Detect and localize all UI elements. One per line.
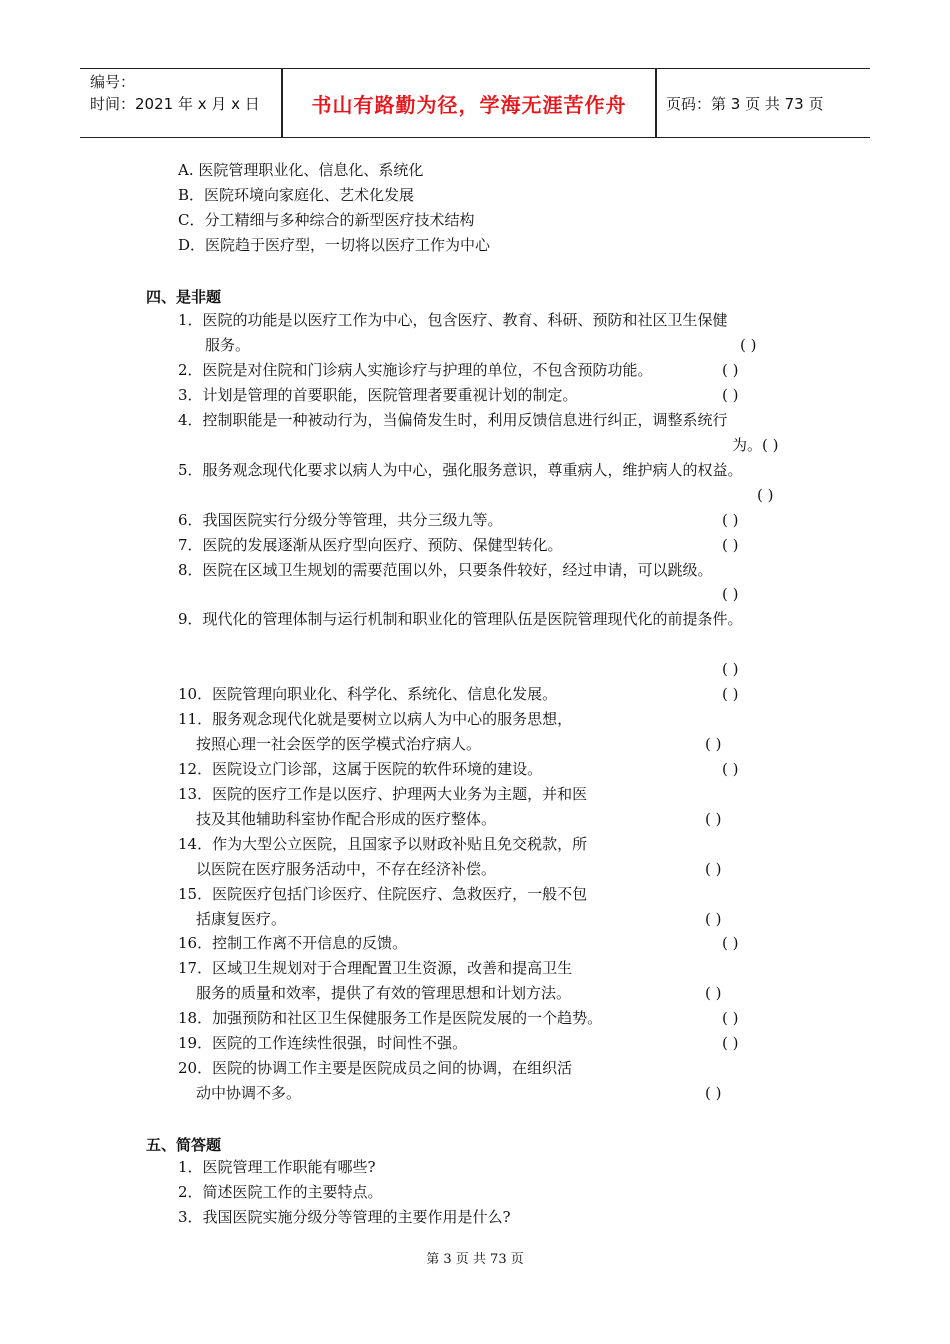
question-15-cont: 括康复医疗。	[196, 910, 287, 928]
answer-blank[interactable]: ( )	[722, 1009, 739, 1027]
answer-blank[interactable]: ( )	[722, 685, 739, 703]
answer-blank[interactable]: ( )	[722, 386, 739, 404]
short-question-1: 1．医院管理工作职能有哪些?	[178, 1158, 376, 1176]
answer-blank[interactable]: ( )	[757, 486, 774, 504]
section-title-true-false: 四、是非题	[146, 288, 222, 306]
header-divider	[655, 69, 657, 137]
header-motto: 书山有路勤为径，学海无涯苦作舟	[311, 92, 627, 117]
answer-blank[interactable]: ( )	[722, 585, 739, 603]
answer-blank[interactable]: ( )	[722, 934, 739, 952]
question-12: 12．医院设立门诊部，这属于医院的软件环境的建设。	[178, 760, 543, 778]
option-b: B．医院环境向家庭化、艺术化发展	[178, 186, 415, 204]
answer-blank[interactable]: ( )	[722, 1034, 739, 1052]
answer-blank[interactable]: ( )	[722, 760, 739, 778]
date-label: 时间：2021 年 x 月 x 日	[90, 95, 260, 113]
answer-blank[interactable]: ( )	[705, 735, 722, 753]
option-d: D．医院趋于医疗型，一切将以医疗工作为中心	[178, 236, 491, 254]
question-11-cont: 按照心理一社会医学的医学模式治疗病人。	[196, 735, 482, 753]
question-1-cont: 服务。	[205, 336, 251, 354]
question-13-cont: 技及其他辅助科室协作配合形成的医疗整体。	[196, 810, 497, 828]
question-20-cont: 动中协调不多。	[196, 1084, 302, 1102]
question-5: 5．服务观念现代化要求以病人为中心，强化服务意识，尊重病人，维护病人的权益。	[178, 461, 743, 479]
question-19: 19．医院的工作连续性很强，时间性不强。	[178, 1034, 468, 1052]
number-label: 编号：	[90, 73, 136, 91]
option-a: A. 医院管理职业化、信息化、系统化	[178, 161, 424, 179]
question-2: 2．医院是对住院和门诊病人实施诊疗与护理的单位，不包含预防功能。	[178, 361, 653, 379]
short-question-2: 2．简述医院工作的主要特点。	[178, 1183, 383, 1201]
question-14-cont: 以医院在医疗服务活动中，不存在经济补偿。	[196, 860, 497, 878]
question-14: 14．作为大型公立医院，且国家予以财政补贴且免交税款，所	[178, 835, 588, 853]
short-question-3: 3．我国医院实施分级分等管理的主要作用是什么?	[178, 1208, 511, 1226]
question-16: 16．控制工作离不开信息的反馈。	[178, 934, 408, 952]
section-title-short-answer: 五、简答题	[146, 1136, 222, 1154]
answer-blank[interactable]: ( )	[705, 984, 722, 1002]
answer-blank[interactable]: ( )	[740, 336, 757, 354]
answer-blank[interactable]: ( )	[722, 660, 739, 678]
header-meta	[90, 71, 280, 115]
question-8: 8．医院在区域卫生规划的需要范围以外，只要条件较好，经过申请，可以跳级。	[178, 561, 713, 579]
answer-blank[interactable]: ( )	[722, 536, 739, 554]
answer-blank[interactable]: ( )	[705, 1084, 722, 1102]
option-c: C．分工精细与多种综合的新型医疗技术结构	[178, 211, 475, 229]
question-17-cont: 服务的质量和效率，提供了有效的管理思想和计划方法。	[196, 984, 572, 1002]
question-15: 15．医院医疗包括门诊医疗、住院医疗、急救医疗，一般不包	[178, 885, 588, 903]
question-11: 11．服务观念现代化就是要树立以病人为中心的服务思想，	[178, 710, 573, 728]
page-header	[80, 68, 870, 138]
question-9: 9．现代化的管理体制与运行机制和职业化的管理队伍是医院管理现代化的前提条件。	[178, 610, 743, 628]
page-footer: 第 3 页 共 73 页	[426, 1252, 524, 1267]
question-1: 1．医院的功能是以医疗工作为中心，包含医疗、教育、科研、预防和社区卫生保健	[178, 311, 728, 329]
question-18: 18．加强预防和社区卫生保健服务工作是医院发展的一个趋势。	[178, 1009, 603, 1027]
question-10: 10．医院管理向职业化、科学化、系统化、信息化发展。	[178, 685, 558, 703]
answer-blank[interactable]: ( )	[722, 511, 739, 529]
question-3: 3．计划是管理的首要职能，医院管理者要重视计划的制定。	[178, 386, 578, 404]
question-6: 6．我国医院实行分级分等管理，共分三级九等。	[178, 511, 503, 529]
question-4: 4．控制职能是一种被动行为，当偏倚发生时，利用反馈信息进行纠正，调整系统行	[178, 411, 728, 429]
header-page-label: 页码：第 3 页 共 73 页	[666, 94, 824, 113]
answer-blank[interactable]: ( )	[705, 860, 722, 878]
question-20: 20．医院的协调工作主要是医院成员之间的协调，在组织活	[178, 1059, 573, 1077]
answer-blank[interactable]: ( )	[722, 361, 739, 379]
question-7: 7．医院的发展逐渐从医疗型向医疗、预防、保健型转化。	[178, 536, 563, 554]
question-4-cont: 为。( )	[732, 436, 779, 454]
question-13: 13．医院的医疗工作是以医疗、护理两大业务为主题，并和医	[178, 785, 588, 803]
question-17: 17．区域卫生规划对于合理配置卫生资源，改善和提高卫生	[178, 959, 573, 977]
answer-blank[interactable]: ( )	[705, 910, 722, 928]
answer-blank[interactable]: ( )	[705, 810, 722, 828]
